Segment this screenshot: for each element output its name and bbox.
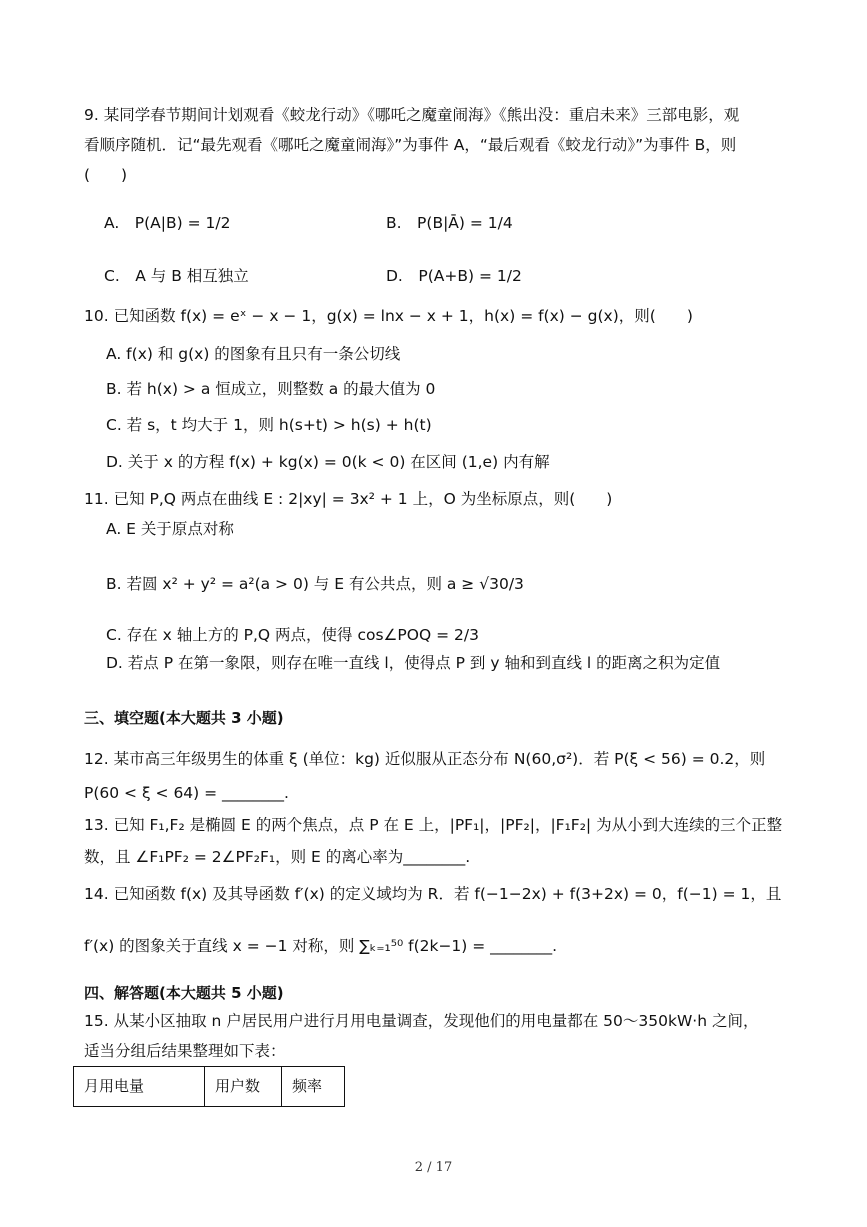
- q9-line1: 9. 某同学春节期间计划观看《蛟龙行动》《哪吒之魔童闹海》《熊出没：重启未来》三部电影，观: [84, 106, 740, 124]
- q9-option-a: A. P(A|B) = 1/2: [104, 214, 231, 232]
- section-heading-solutions: 四、解答题(本大题共 5 小题): [84, 984, 284, 1002]
- table-header-row: [74, 1067, 345, 1107]
- q11-stem: 11. 已知 P,Q 两点在曲线 E : 2|xy| = 3x² + 1 上，O 为坐标原点，则( ): [84, 490, 613, 508]
- q9-line2: 看顺序随机．记“最先观看《哪吒之魔童闹海》”为事件 A，“最后观看《蛟龙行动》”为事件 B，则: [84, 136, 737, 154]
- q9-option-d: D. P(A+B) = 1/2: [386, 267, 522, 285]
- q12-line2: P(60 < ξ < 64) = ________.: [84, 784, 289, 802]
- q10-option-b: B. 若 h(x) > a 恒成立，则整数 a 的最大值为 0: [106, 380, 436, 398]
- q10-option-c: C. 若 s，t 均大于 1，则 h(s+t) > h(s) + h(t): [106, 416, 432, 434]
- q11-option-b: B. 若圆 x² + y² = a²(a > 0) 与 E 有公共点，则 a ≥ √30/3: [106, 575, 524, 593]
- q13-line2: 数，且 ∠F₁PF₂ = 2∠PF₂F₁，则 E 的离心率为________.: [84, 848, 471, 866]
- q14-line2: f′(x) 的图象关于直线 x = −1 对称，则 ∑ₖ₌₁⁵⁰ f(2k−1) = ________.: [84, 937, 558, 955]
- q11-option-c: C. 存在 x 轴上方的 P,Q 两点，使得 cos∠POQ = 2/3: [106, 626, 479, 644]
- q15-line2: 适当分组后结果整理如下表：: [84, 1042, 286, 1060]
- page-number: 2 / 17: [414, 1160, 453, 1175]
- q11-option-a: A. E 关于原点对称: [106, 520, 234, 538]
- table-header-cell: 月用电量: [74, 1067, 205, 1107]
- q9-line3: ( ): [84, 166, 128, 184]
- q15-line1: 15. 从某小区抽取 n 户居民用户进行月用电量调查，发现他们的用电量都在 50～350kW·h 之间，: [84, 1012, 759, 1030]
- q10-stem: 10. 已知函数 f(x) = eˣ − x − 1，g(x) = lnx − x + 1，h(x) = f(x) − g(x)，则( ): [84, 307, 693, 325]
- q9-option-c: C. A 与 B 相互独立: [104, 267, 249, 285]
- q14-line1: 14. 已知函数 f(x) 及其导函数 f′(x) 的定义域均为 R．若 f(−1−2x) + f(3+2x) = 0，f(−1) = 1，且: [84, 885, 782, 903]
- q12-line1: 12. 某市高三年级男生的体重 ξ (单位：kg) 近似服从正态分布 N(60,σ²)．若 P(ξ < 56) = 0.2，则: [84, 750, 766, 768]
- q11-option-d: D. 若点 P 在第一象限，则存在唯一直线 l，使得点 P 到 y 轴和到直线 l 的距离之积为定值: [106, 654, 721, 672]
- table-header-cell: 用户数: [205, 1067, 282, 1107]
- q9-option-b: B. P(B|Ā) = 1/4: [386, 214, 513, 232]
- table-header-cell: 频率: [282, 1067, 345, 1107]
- q10-option-d: D. 关于 x 的方程 f(x) + kg(x) = 0(k < 0) 在区间 (1,e) 内有解: [106, 453, 550, 471]
- usage-table: [73, 1066, 345, 1107]
- section-heading-fill-in: 三、填空题(本大题共 3 小题): [84, 709, 284, 727]
- q10-option-a: A. f(x) 和 g(x) 的图象有且只有一条公切线: [106, 345, 401, 363]
- q13-line1: 13. 已知 F₁,F₂ 是椭圆 E 的两个焦点，点 P 在 E 上，|PF₁|，|PF₂|，|F₁F₂| 为从小到大连续的三个正整: [84, 816, 783, 834]
